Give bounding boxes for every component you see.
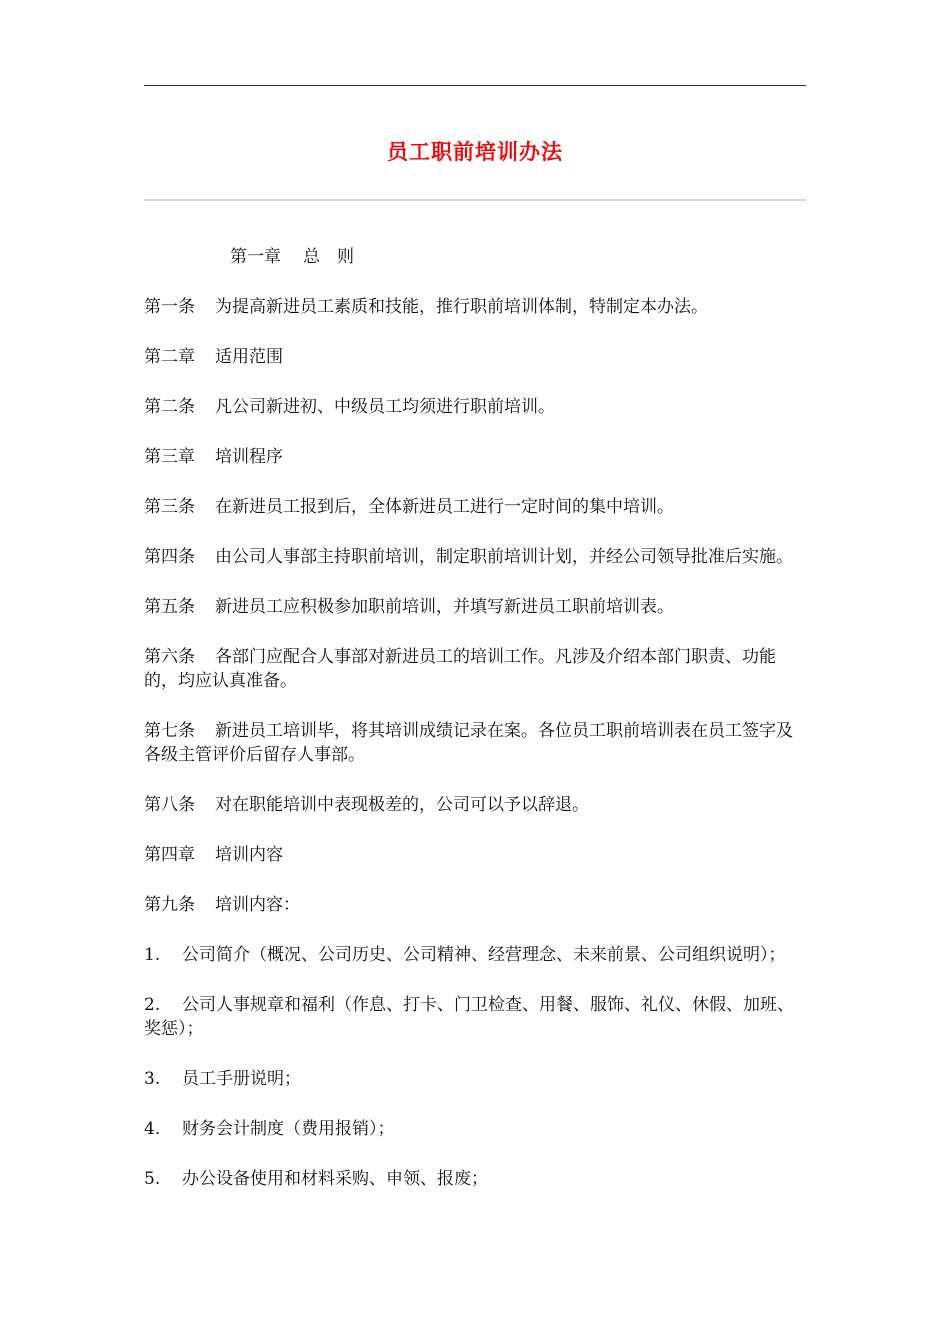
article-paragraph (144, 595, 806, 619)
article-text: 新进员工培训毕，将其培训成绩记录在案。各位员工职前培训表在员工签字及各级主管评价后留存人事部。 (144, 721, 793, 765)
article-paragraph (144, 395, 806, 419)
list-item (144, 1167, 806, 1191)
article-label: 第八条 (144, 795, 195, 815)
article-text: 凡公司新进初、中级员工均须进行职前培训。 (215, 397, 555, 417)
article-text: 由公司人事部主持职前培训，制定职前培训计划，并经公司领导批准后实施。 (215, 547, 793, 567)
article-paragraph (144, 893, 806, 917)
article-text: 各部门应配合人事部对新进员工的培训工作。凡涉及介绍本部门职责、功能的，均应认真准备。 (144, 647, 776, 691)
article-text: 培训内容： (215, 895, 300, 915)
chapter-label: 第一章 (230, 247, 281, 267)
list-text: 员工手册说明； (182, 1069, 301, 1089)
list-item (144, 1117, 806, 1141)
article-text: 为提高新进员工素质和技能，推行职前培训体制，特制定本办法。 (215, 297, 708, 317)
chapter-title: 适用范围 (215, 347, 283, 367)
chapter-heading (144, 445, 806, 469)
list-text: 公司人事规章和福利（作息、打卡、门卫检查、用餐、服饰、礼仪、休假、加班、奖惩）； (144, 995, 794, 1039)
list-text: 财务会计制度（费用报销）； (182, 1119, 395, 1139)
chapter-heading (144, 245, 806, 269)
list-item (144, 993, 806, 1041)
article-paragraph (144, 545, 806, 569)
article-label: 第六条 (144, 647, 195, 667)
article-paragraph (144, 645, 806, 693)
title-divider (144, 199, 806, 201)
chapter-label: 第二章 (144, 347, 195, 367)
list-text: 办公设备使用和材料采购、申领、报废； (182, 1169, 488, 1189)
article-label: 第二条 (144, 397, 195, 417)
document-title: 员工职前培训办法 (387, 139, 563, 164)
article-label: 第一条 (144, 297, 195, 317)
chapter-heading (144, 843, 806, 867)
list-number: 3. (144, 1069, 161, 1089)
top-divider (144, 85, 806, 86)
list-text: 公司简介（概况、公司历史、公司精神、经营理念、未来前景、公司组织说明）； (182, 945, 786, 965)
article-paragraph (144, 793, 806, 817)
article-paragraph (144, 719, 806, 767)
article-label: 第三条 (144, 497, 195, 517)
chapter-title: 培训程序 (215, 447, 283, 467)
article-label: 第五条 (144, 597, 195, 617)
article-label: 第九条 (144, 895, 195, 915)
list-number: 2. (144, 995, 161, 1015)
article-text: 新进员工应积极参加职前培训，并填写新进员工职前培训表。 (215, 597, 674, 617)
list-item (144, 943, 806, 967)
article-paragraph (144, 495, 806, 519)
chapter-heading (144, 345, 806, 369)
list-number: 5. (144, 1169, 161, 1189)
list-item (144, 1067, 806, 1091)
article-text: 对在职能培训中表现极差的，公司可以予以辞退。 (215, 795, 589, 815)
chapter-label: 第四章 (144, 845, 195, 865)
chapter-label: 第三章 (144, 447, 195, 467)
chapter-title: 培训内容 (215, 845, 283, 865)
chapter-title: 总 则 (303, 247, 354, 267)
article-text: 在新进员工报到后，全体新进员工进行一定时间的集中培训。 (215, 497, 674, 517)
list-number: 4. (144, 1119, 161, 1139)
article-paragraph (144, 295, 806, 319)
article-label: 第四条 (144, 547, 195, 567)
article-label: 第七条 (144, 721, 195, 741)
document-body (144, 245, 806, 1217)
list-number: 1. (144, 945, 161, 965)
